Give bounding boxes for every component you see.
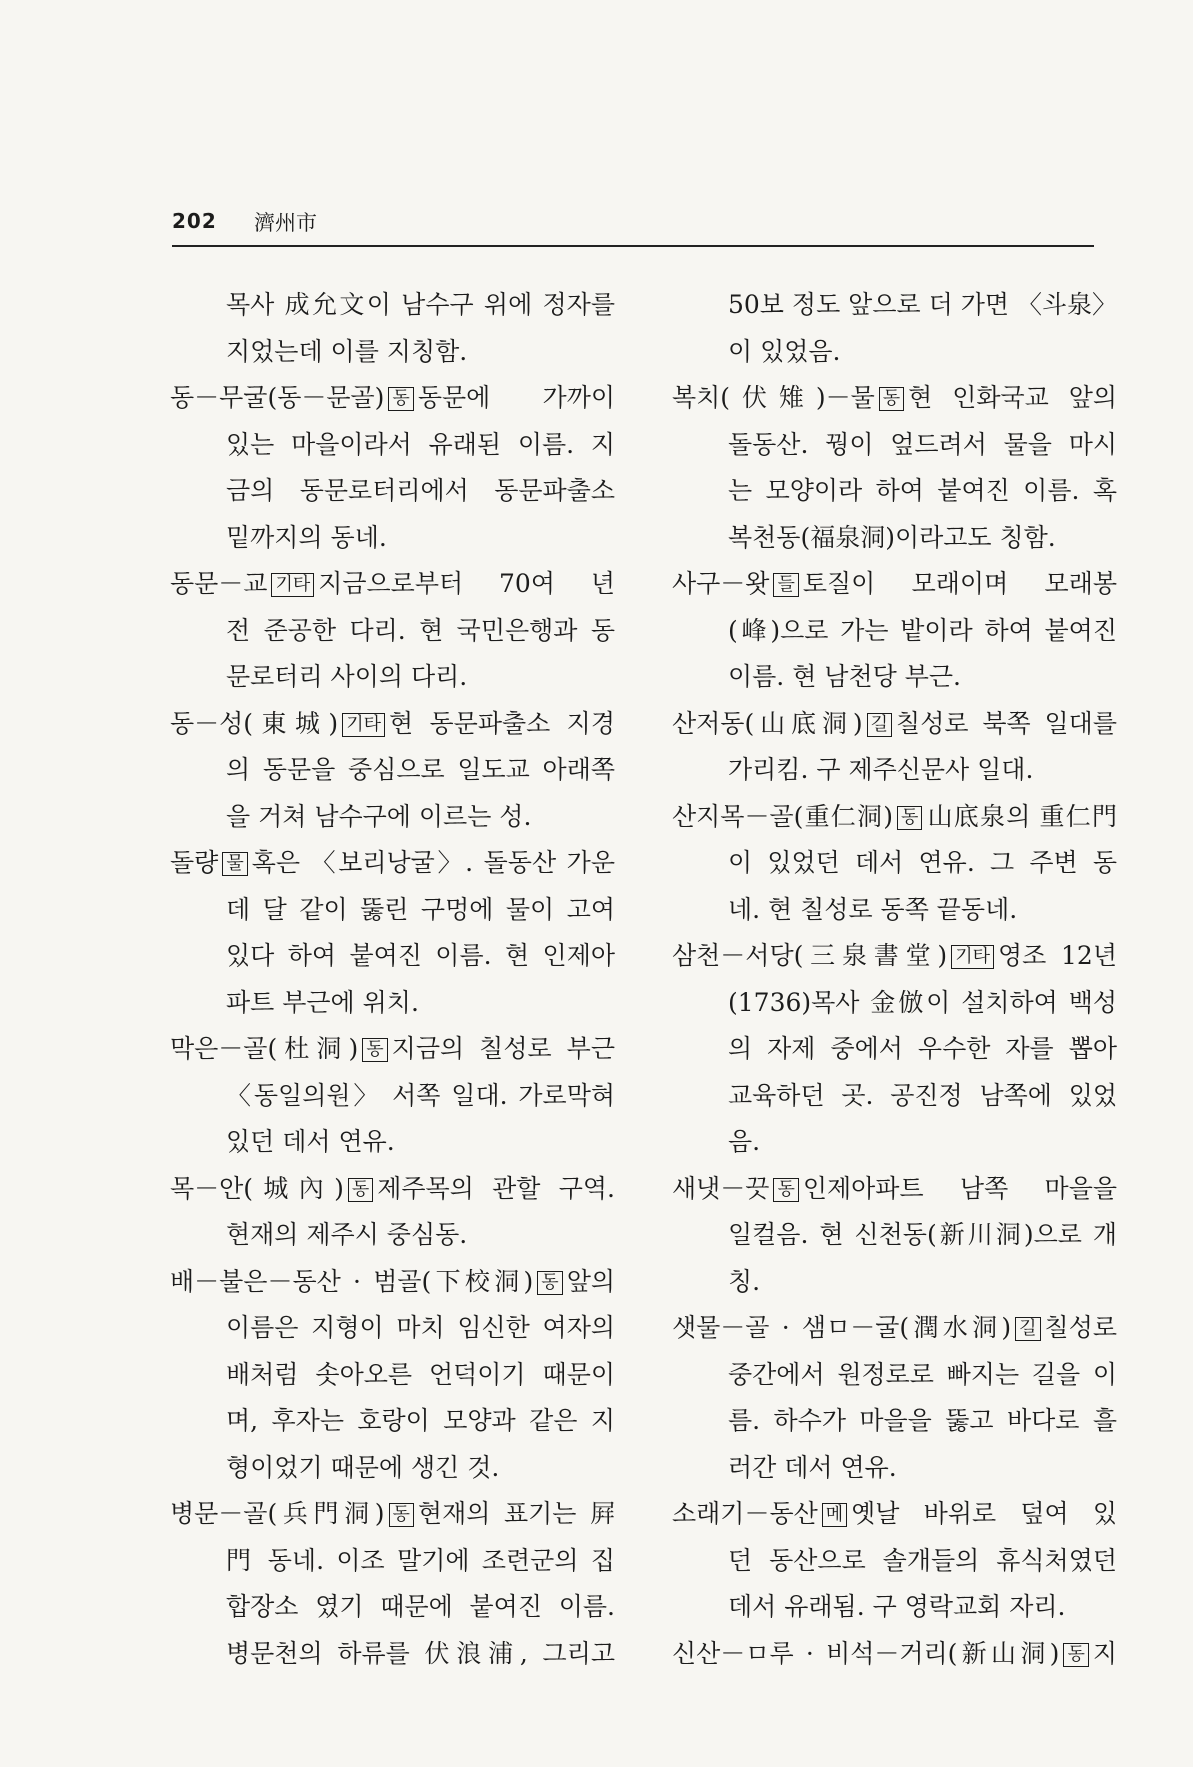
entry-line	[672, 1073, 1117, 1120]
entry-line	[672, 468, 1117, 515]
category-tag: 길	[1015, 1317, 1040, 1341]
entry-text: 50보 정도 앞으로 더 가면 〈斗泉〉	[728, 290, 1117, 319]
entry-line	[672, 794, 1117, 841]
category-tag: 동	[348, 1178, 373, 1202]
entry-line	[170, 1352, 615, 1399]
entry-text: 파트 부근에 위치.	[226, 987, 419, 1017]
dictionary-entry	[672, 282, 1117, 375]
entry-text: 옛날 바위로 덮여 있	[851, 1499, 1117, 1528]
entry-headword: 삼천－서당(三泉書堂)	[672, 941, 948, 970]
category-tag: 동	[389, 1503, 414, 1527]
category-tag: 들	[773, 573, 798, 597]
entry-line	[170, 1491, 615, 1538]
entry-line	[672, 282, 1117, 329]
entry-text: 이 있었던 데서 연유. 그 주변 동	[728, 848, 1117, 877]
entry-line	[672, 608, 1117, 655]
entry-line	[672, 561, 1117, 608]
entry-text: 밑까지의 동네.	[226, 522, 387, 552]
entry-line	[170, 1259, 615, 1306]
entry-text: 의 동문을 중심으로 일도교 아래쪽	[226, 755, 615, 784]
entry-line	[170, 1398, 615, 1445]
entry-text: 있는 마을이라서 유래된 이름. 지	[226, 429, 615, 459]
entry-text: 러간 데서 연유.	[728, 1452, 897, 1482]
entry-line	[170, 980, 615, 1027]
dictionary-entry	[672, 794, 1117, 934]
entry-text: 앞의	[566, 1266, 615, 1296]
dictionary-entry	[672, 1491, 1117, 1631]
entry-line	[170, 1166, 615, 1213]
category-tag: 기타	[951, 945, 994, 969]
entry-headword: 산지목－골(重仁洞)	[672, 801, 893, 831]
dictionary-entry	[170, 1259, 615, 1492]
entry-line	[170, 1212, 615, 1259]
entry-line	[672, 1305, 1117, 1352]
entry-line	[672, 933, 1117, 980]
entry-line	[170, 1584, 615, 1631]
entry-line	[672, 1352, 1117, 1399]
category-tag: 기타	[271, 573, 314, 597]
entry-text: 복천동(福泉洞)이라고도 칭함.	[728, 522, 1056, 552]
entry-line	[672, 1026, 1117, 1073]
dictionary-entry	[672, 701, 1117, 794]
entry-line	[672, 1119, 1117, 1166]
entry-headword: 산저동(山底洞)	[672, 708, 863, 738]
category-tag: 동	[879, 387, 904, 411]
right-column	[672, 282, 1117, 1677]
entry-text: 음.	[728, 1127, 761, 1156]
entry-text: (峰)으로 가는 밭이라 하여 붙여진	[728, 615, 1117, 645]
entry-text: 데 달 같이 뚫린 구멍에 물이 고여	[226, 894, 615, 924]
dictionary-entry	[672, 561, 1117, 701]
entry-headword: 신산－ㅁ루 · 비석－거리(新山洞)	[672, 1638, 1060, 1668]
entry-text: 칭.	[728, 1266, 761, 1296]
entry-line	[672, 701, 1117, 748]
entry-line	[170, 1538, 615, 1585]
dictionary-entry	[672, 1166, 1117, 1306]
entry-text: 인제아파트 남쪽 마을을	[802, 1173, 1117, 1203]
entry-text: 동문에 가까이	[417, 383, 615, 412]
entry-text: 문로터리 사이의 다리.	[226, 662, 468, 691]
dictionary-entry	[170, 561, 615, 701]
entry-line	[672, 1166, 1117, 1213]
entry-line	[170, 515, 615, 562]
category-tag: 길	[867, 713, 892, 737]
entry-line	[672, 1212, 1117, 1259]
entry-line	[170, 933, 615, 980]
entry-text: 현 동문파출소 지경	[388, 708, 615, 738]
entry-headword: 사구－왓	[672, 569, 770, 598]
category-tag: 동	[388, 387, 413, 411]
entry-text: 교육하던 곳. 공진정 남쪽에 있었	[728, 1080, 1117, 1110]
entry-text: 제주목의 관할 구역.	[377, 1173, 615, 1203]
entry-line	[170, 422, 615, 469]
entry-text: 현재의 표기는 屛	[417, 1499, 615, 1528]
entry-line	[672, 515, 1117, 562]
entry-line	[672, 422, 1117, 469]
entry-line	[672, 1259, 1117, 1306]
entry-line	[170, 887, 615, 934]
entry-line	[672, 747, 1117, 794]
dictionary-entry	[170, 840, 615, 1026]
left-column	[170, 282, 615, 1677]
entry-line	[170, 1631, 615, 1678]
entry-line	[170, 608, 615, 655]
category-tag: 동	[362, 1038, 387, 1062]
entry-text: 이름은 지형이 마치 임신한 여자의	[226, 1313, 615, 1342]
entry-headword: 막은－골(杜洞)	[170, 1034, 359, 1063]
entry-text: 네. 현 칠성로 동쪽 끝동네.	[728, 894, 1018, 924]
dictionary-entry	[672, 933, 1117, 1166]
entry-text: 며, 후자는 호랑이 모양과 같은 지	[226, 1406, 615, 1435]
entry-line	[672, 1491, 1117, 1538]
entry-line	[170, 1026, 615, 1073]
entry-text: 병문천의 하류를 伏浪浦, 그리고	[226, 1638, 615, 1668]
entry-text: 던 동산으로 솔개들의 휴식처였던	[728, 1545, 1117, 1575]
entry-headword: 복치(伏雉)－물	[672, 383, 875, 412]
entry-line	[170, 282, 615, 329]
category-tag: 동	[1063, 1643, 1088, 1667]
entry-text: 금의 동문로터리에서 동문파출소	[226, 476, 615, 505]
entry-line	[170, 561, 615, 608]
entry-headword: 배－불은－동산 · 범골(下校洞)	[170, 1266, 534, 1296]
running-header	[172, 205, 1094, 247]
entry-text: 을 거쳐 남수구에 이르는 성.	[226, 801, 532, 831]
entry-text: 중간에서 원정로로 빠지는 길을 이	[728, 1359, 1117, 1389]
entry-headword: 동문－교	[170, 569, 268, 598]
entry-line	[672, 1398, 1117, 1445]
entry-text: 돌동산. 꿩이 엎드려서 물을 마시	[728, 429, 1117, 459]
entry-text: 전 준공한 다리. 현 국민은행과 동	[226, 615, 615, 645]
dictionary-entry	[170, 1026, 615, 1166]
entry-text: 이 있었음.	[728, 336, 841, 366]
entry-headword: 새냇－끗	[672, 1173, 770, 1203]
category-tag: 기타	[342, 713, 385, 737]
entry-text: 는 모양이라 하여 붙여진 이름. 혹	[728, 476, 1117, 505]
entry-text: 지금으로부터 70여 년	[318, 569, 615, 598]
entry-line	[672, 980, 1117, 1027]
category-tag: 물	[222, 852, 247, 876]
entry-line	[170, 794, 615, 841]
entry-headword: 병문－골(兵門洞)	[170, 1499, 385, 1528]
entry-line	[672, 1445, 1117, 1492]
entry-line	[170, 840, 615, 887]
entry-line	[170, 701, 615, 748]
dictionary-entry	[170, 282, 615, 375]
entry-text: 일컬음. 현 신천동(新川洞)으로 개	[728, 1220, 1117, 1249]
entry-headword: 돌량	[170, 848, 219, 877]
entry-line	[170, 1445, 615, 1492]
running-title: 濟州市	[254, 211, 317, 235]
entry-line	[672, 1631, 1117, 1678]
entry-line	[672, 840, 1117, 887]
entry-text: 배처럼 솟아오른 언덕이기 때문이	[226, 1359, 615, 1389]
entry-text: 가리킴. 구 제주신문사 일대.	[728, 755, 1034, 784]
dictionary-entry	[170, 701, 615, 841]
entry-line	[672, 654, 1117, 701]
category-tag: 동	[537, 1271, 562, 1295]
entry-line	[170, 747, 615, 794]
category-tag: 동	[773, 1178, 798, 1202]
dictionary-entry	[170, 1166, 615, 1259]
category-tag: 메	[822, 1503, 847, 1527]
entry-text: 칠성로	[1044, 1313, 1117, 1342]
dictionary-entry	[672, 1305, 1117, 1491]
category-tag: 동	[897, 806, 922, 830]
entry-line	[672, 1538, 1117, 1585]
dictionary-entry	[170, 375, 615, 561]
entry-text: 영조 12년	[997, 941, 1117, 970]
entry-text: 칠성로 북쪽 일대를	[896, 708, 1117, 738]
entry-text: 지	[1092, 1638, 1117, 1668]
entry-text: 〈동일의원〉 서쪽 일대. 가로막혀	[226, 1080, 615, 1110]
entry-headword: 동－성(東城)	[170, 708, 339, 738]
entry-text: 이름. 현 남천당 부근.	[728, 662, 961, 691]
entry-line	[170, 1119, 615, 1166]
entry-text: 름. 하수가 마을을 뚫고 바다로 흘	[728, 1406, 1117, 1435]
entry-text: 현재의 제주시 중심동.	[226, 1220, 468, 1249]
entry-text: 토질이 모래이며 모래봉	[802, 569, 1117, 598]
entry-line	[672, 329, 1117, 376]
entry-text: 의 자제 중에서 우수한 자를 뽑아	[728, 1034, 1117, 1063]
entry-text: 합장소 였기 때문에 붙여진 이름.	[226, 1592, 615, 1621]
entry-line	[170, 468, 615, 515]
entry-text: (1736)목사 金倣이 설치하여 백성	[728, 987, 1117, 1017]
entry-line	[672, 887, 1117, 934]
entry-line	[170, 1073, 615, 1120]
entry-text: 지었는데 이를 지칭함.	[226, 336, 468, 366]
entry-text: 목사 成允文이 남수구 위에 정자를	[226, 290, 615, 319]
entry-headword: 목－안(城內)	[170, 1173, 344, 1203]
entry-line	[672, 375, 1117, 422]
entry-line	[672, 1584, 1117, 1631]
entry-text: 혹은 〈보리낭굴〉. 돌동산 가운	[251, 848, 615, 877]
page-number: 202	[172, 209, 217, 233]
dictionary-entry	[672, 375, 1117, 561]
entry-text: 있다 하여 붙여진 이름. 현 인제아	[226, 941, 615, 970]
dictionary-entry	[672, 1631, 1117, 1678]
entry-line	[170, 375, 615, 422]
entry-line	[170, 329, 615, 376]
entry-headword: 소래기－동산	[672, 1499, 818, 1528]
entry-text: 山底泉의 重仁門	[926, 801, 1117, 831]
entry-line	[170, 1305, 615, 1352]
entry-headword: 샛물－골 · 샘ㅁ－굴(潤水洞)	[672, 1313, 1012, 1342]
entry-text: 현 인화국교 앞의	[908, 383, 1117, 412]
entry-headword: 동－무굴(동－문골)	[170, 383, 385, 412]
entry-text: 지금의 칠성로 부근	[391, 1034, 615, 1063]
dictionary-entry	[170, 1491, 615, 1677]
entry-text: 데서 유래됨. 구 영락교회 자리.	[728, 1592, 1066, 1621]
entry-text: 門 동네. 이조 말기에 조련군의 집	[226, 1545, 615, 1575]
entry-text: 있던 데서 연유.	[226, 1127, 395, 1156]
entry-line	[170, 654, 615, 701]
entry-text: 형이었기 때문에 생긴 것.	[226, 1452, 500, 1482]
